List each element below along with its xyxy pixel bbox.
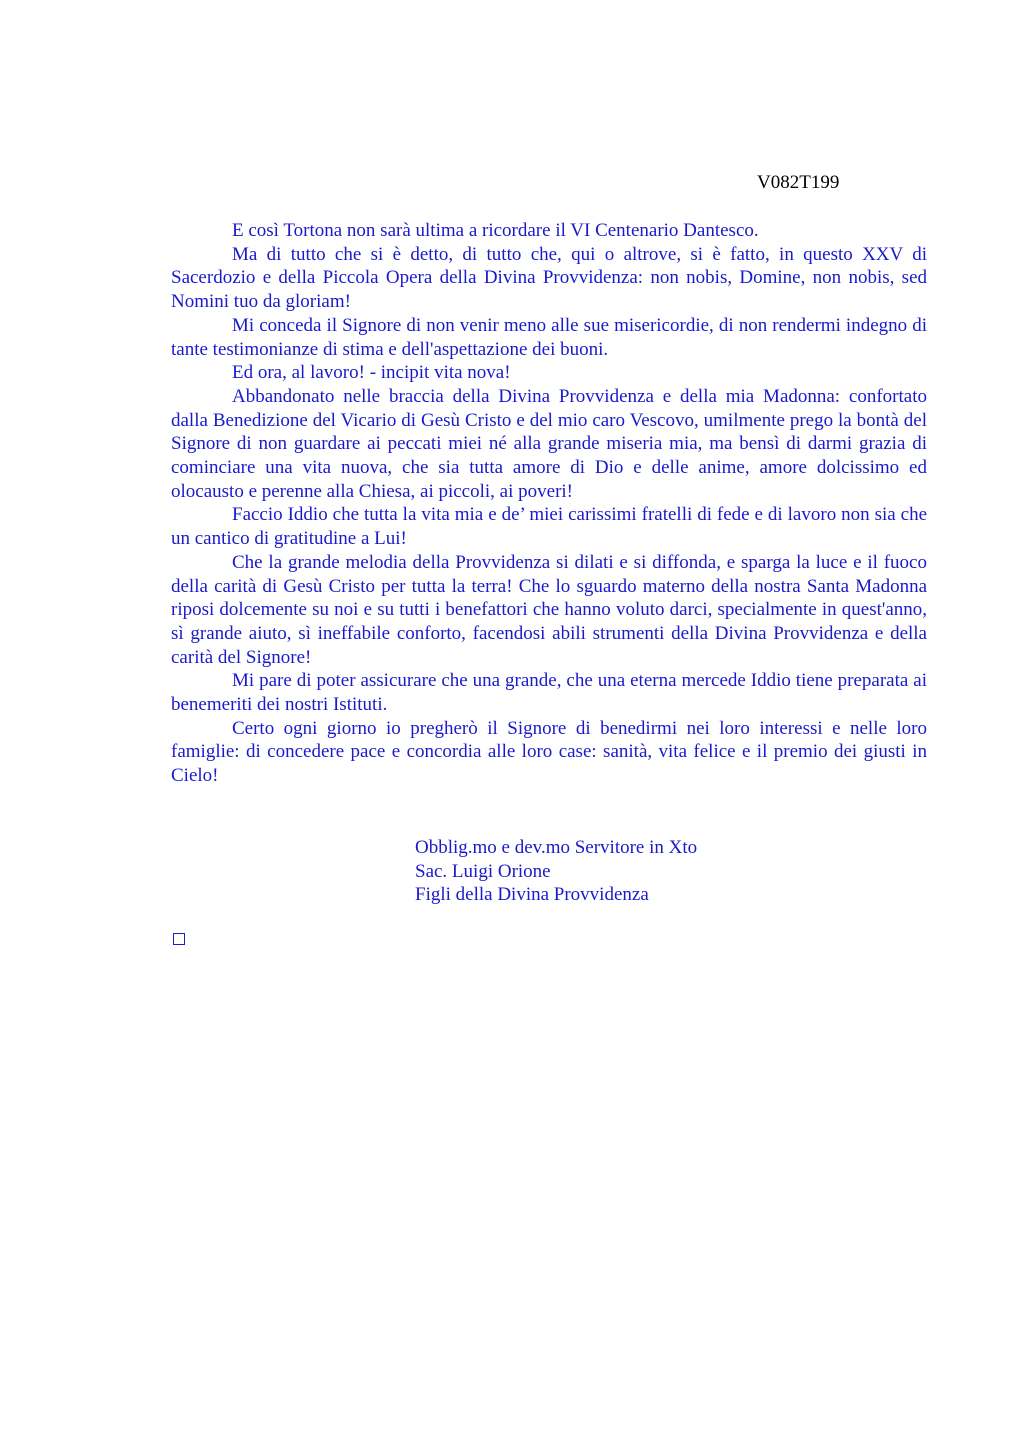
signature-closing: Obblig.mo e dev.mo Servitore in Xto [415, 837, 698, 858]
document-id-code: V082T199 [757, 172, 840, 193]
paragraph-1: E così Tortona non sarà ultima a ricordare il VI Centenario Dantesco. [232, 220, 759, 241]
paragraph-5: Abbandonato nelle braccia della Divina Provvidenza e della mia Madonna: confortato dalla Benedizione del Vicario di Gesù Cristo e del mio caro Vescovo, umilmente prego la bontà del Signore di non guardare ai peccati miei né alla grande miseria mia, ma bensì di darmi grazia di cominciare una vita nuova, che sia tutta amore di Dio e delle anime, amore dolcissimo ed olocausto e perenne alla Chiesa, ai piccoli, ai poveri! [171, 385, 927, 502]
signature-organization: Figli della Divina Provvidenza [415, 884, 649, 906]
paragraph-3: Mi conceda il Signore di non venir meno alle sue misericordie, di non rendermi indegno di tante testimonianze di stima e dell'aspettazione dei buoni. [171, 314, 927, 360]
signature-name: Sac. Luigi Orione [415, 860, 551, 882]
paragraph-6: Faccio Iddio che tutta la vita mia e de’ miei carissimi fratelli di fede e di lavoro non sia che un cantico di gratitudine a Lui! [171, 504, 927, 550]
paragraph-8: Mi pare di poter assicurare che una grande, che una eterna mercede Iddio tiene preparata ai benemeriti dei nostri Istituti. [171, 670, 927, 716]
paragraph-9: Certo ogni giorno io pregherò il Signore di benedirmi nei loro interessi e nelle loro famiglie: di concedere pace e concordia alle loro case: sanità, vita felice e il premio dei giusti in Cielo! [171, 717, 927, 787]
letter-body [171, 219, 927, 788]
signature-block [415, 836, 697, 907]
end-of-document-box-icon [173, 933, 185, 945]
paragraph-4: Ed ora, al lavoro! - incipit vita nova! [232, 362, 511, 384]
paragraph-7: Che la grande melodia della Provvidenza si dilati e si diffonda, e sparga la luce e il fuoco della carità di Gesù Cristo per tutta la terra! Che lo sguardo materno della nostra Santa Madonna riposi dolcemente su noi e su tutti i benefattori che hanno voluto darci, specialmente in quest'anno, sì grande aiuto, sì ineffabile conforto, facendosi abili strumenti della Divina Provvidenza e della carità del Signore! [171, 551, 927, 668]
paragraph-2: Ma di tutto che si è detto, di tutto che, qui o altrove, si è fatto, in questo XXV di Sacerdozio e della Piccola Opera della Divina Provvidenza: non nobis, Domine, non nobis, sed Nomini tuo da gloriam! [171, 243, 927, 313]
